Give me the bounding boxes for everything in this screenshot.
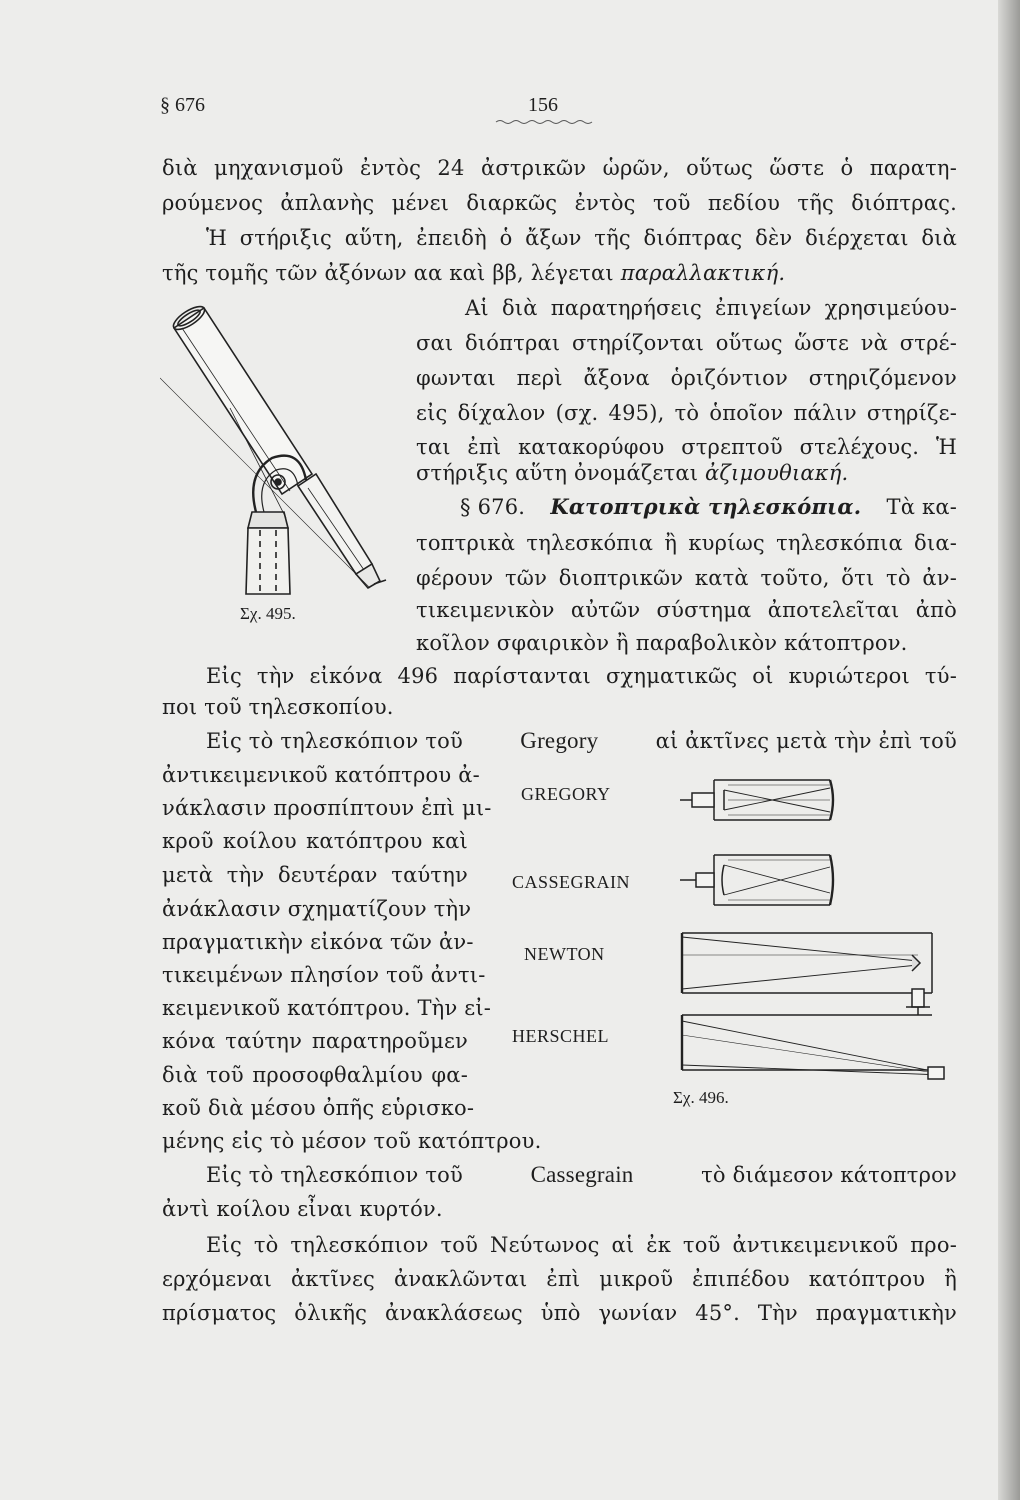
text-line: κροῦ κοίλου κατόπτρου καὶ bbox=[162, 829, 468, 853]
figure-495-telescope bbox=[160, 298, 410, 608]
text-line: Εἰς τὴν εἰκόνα 496 παρίστανται σχηματικῶς οἱ κυριώτεροι τύ- bbox=[206, 664, 957, 688]
text-line bbox=[460, 494, 957, 520]
text-line: σαι διόπτραι στηρίζονται οὕτως ὥστε νὰ στρέ- bbox=[416, 331, 957, 355]
text-line: φωνται περὶ ἄξονα ὁριζόντιον στηριζόμενον bbox=[416, 366, 957, 390]
text-line: κοῦ διὰ μέσου ὀπῆς εὑρισκο- bbox=[162, 1096, 475, 1120]
text-line: πρίσματος ὁλικῆς ἀνακλάσεως ὑπὸ γωνίαν 45°. Τὴν πραγματικὴν bbox=[162, 1301, 957, 1325]
figure-496-caption: Σχ. 496. bbox=[673, 1088, 729, 1107]
text-line: ἀντικειμενικοῦ κατόπτρου ἀ- bbox=[162, 763, 480, 787]
text-line: τοπτρικὰ τηλεσκόπια ἢ κυρίως τηλεσκόπια δια- bbox=[416, 531, 957, 555]
figure-496-telescopes bbox=[650, 765, 955, 1085]
section-marker: § 676. bbox=[460, 495, 526, 519]
term-azimuthal: ἀζιμουθιακή. bbox=[705, 461, 849, 485]
text-line: Εἰς τὸ τηλεσκόπιον τοῦ Νεύτωνος αἱ ἐκ τοῦ ἀντικειμενικοῦ προ- bbox=[206, 1233, 957, 1257]
text-span: Εἰς τὸ τηλεσκόπιον τοῦ bbox=[206, 729, 463, 753]
text-span: τὸ διάμεσον κάτοπτρον bbox=[701, 1163, 957, 1187]
text-line: κοῖλον σφαιρικὸν ἢ παραβολικὸν κάτοπτρον. bbox=[416, 631, 908, 655]
text-span: αἱ ἀκτῖνες μετὰ τὴν ἐπὶ τοῦ bbox=[655, 729, 957, 753]
text-line: φέρουν τῶν διοπτρικῶν κατὰ τοῦτο, ὅτι τὸ ἀν- bbox=[416, 566, 957, 590]
text-line: τικειμένων πλησίον τοῦ ἀντι- bbox=[162, 963, 486, 987]
herschel-diagram bbox=[682, 1015, 944, 1079]
text-line: ποι τοῦ τηλεσκοπίου. bbox=[162, 695, 394, 719]
text-line: ἀνάκλασιν σχηματίζουν τὴν bbox=[162, 897, 472, 921]
text-line: ἀντὶ κοίλου εἶναι κυρτόν. bbox=[162, 1197, 443, 1221]
section-number: § 676 bbox=[160, 94, 205, 116]
page-number: 156 bbox=[528, 94, 558, 116]
label-gregory: GREGORY bbox=[521, 784, 611, 804]
text-line: κόνα ταύτην παρατηροῦμεν bbox=[162, 1029, 468, 1053]
text-line: ρούμενος ἀπλανὴς μένει διαρκῶς ἐντὸς τοῦ πεδίου τῆς διόπτρας. bbox=[162, 191, 957, 215]
header-rule bbox=[492, 118, 602, 126]
name-gregory: Gregory bbox=[520, 728, 599, 753]
text-line: τικειμενικὸν αὐτῶν σύστημα ἀποτελεῖται ἀπὸ bbox=[416, 598, 957, 622]
name-cassegrain: Cassegrain bbox=[530, 1162, 634, 1187]
text-line: εἰς δίχαλον (σχ. 495), τὸ ὁποῖον πάλιν στηρίζε- bbox=[416, 401, 957, 425]
text-span: στήριξις αὕτη ὀνομάζεται bbox=[416, 461, 699, 485]
text-line: διὰ μηχανισμοῦ ἐντὸς 24 ἀστρικῶν ὡρῶν, οὕτως ὥστε ὁ παρατη- bbox=[162, 156, 957, 180]
text-span: Τὰ κα- bbox=[886, 495, 957, 519]
text-line: ερχόμεναι ἀκτῖνες ἀνακλῶνται ἐπὶ μικροῦ ἐπιπέδου κατόπτρου ἢ bbox=[162, 1267, 957, 1291]
page-edge bbox=[998, 0, 1020, 1500]
cassegrain-diagram bbox=[680, 855, 833, 905]
text-line: μένης εἰς τὸ μέσον τοῦ κατόπτρου. bbox=[162, 1129, 542, 1153]
label-newton: NEWTON bbox=[524, 944, 605, 964]
text-line: νάκλασιν προσπίπτουν ἐπὶ μι- bbox=[162, 796, 492, 820]
newton-diagram bbox=[682, 933, 932, 1015]
text-line: μετὰ τὴν δευτέραν ταύτην bbox=[162, 863, 468, 887]
text-line: διὰ τοῦ προσοφθαλμίου φα- bbox=[162, 1063, 468, 1087]
text-line bbox=[206, 1162, 957, 1188]
label-herschel: HERSCHEL bbox=[512, 1026, 610, 1046]
term-parallactic: παραλλακτική. bbox=[620, 261, 786, 285]
text-line: Αἱ διὰ παρατηρήσεις ἐπιγείων χρησιμεύου- bbox=[465, 296, 957, 320]
text-line bbox=[416, 460, 848, 486]
text-line: πραγματικὴν εἰκόνα τῶν ἀν- bbox=[162, 930, 474, 954]
figure-495-caption: Σχ. 495. bbox=[240, 604, 296, 623]
text-line bbox=[162, 260, 785, 286]
section-title: Κατοπτρικὰ τηλεσκόπια. bbox=[550, 494, 862, 519]
label-cassegrain: CASSEGRAIN bbox=[512, 872, 631, 892]
text-line: Ἡ στήριξις αὕτη, ἐπειδὴ ὁ ἄξων τῆς διόπτρας δὲν διέρχεται διὰ bbox=[206, 226, 957, 250]
text-span: τῆς τομῆς τῶν ἀξόνων αα καὶ ββ, λέγεται bbox=[162, 261, 614, 285]
text-span: Εἰς τὸ τηλεσκόπιον τοῦ bbox=[206, 1163, 463, 1187]
text-line: ται ἐπὶ κατακορύφου στρεπτοῦ στελέχους. Ἡ bbox=[416, 435, 957, 459]
text-line bbox=[206, 728, 957, 754]
gregory-diagram bbox=[680, 780, 833, 820]
text-line: κειμενικοῦ κατόπτρου. Τὴν εἰ- bbox=[162, 996, 492, 1020]
